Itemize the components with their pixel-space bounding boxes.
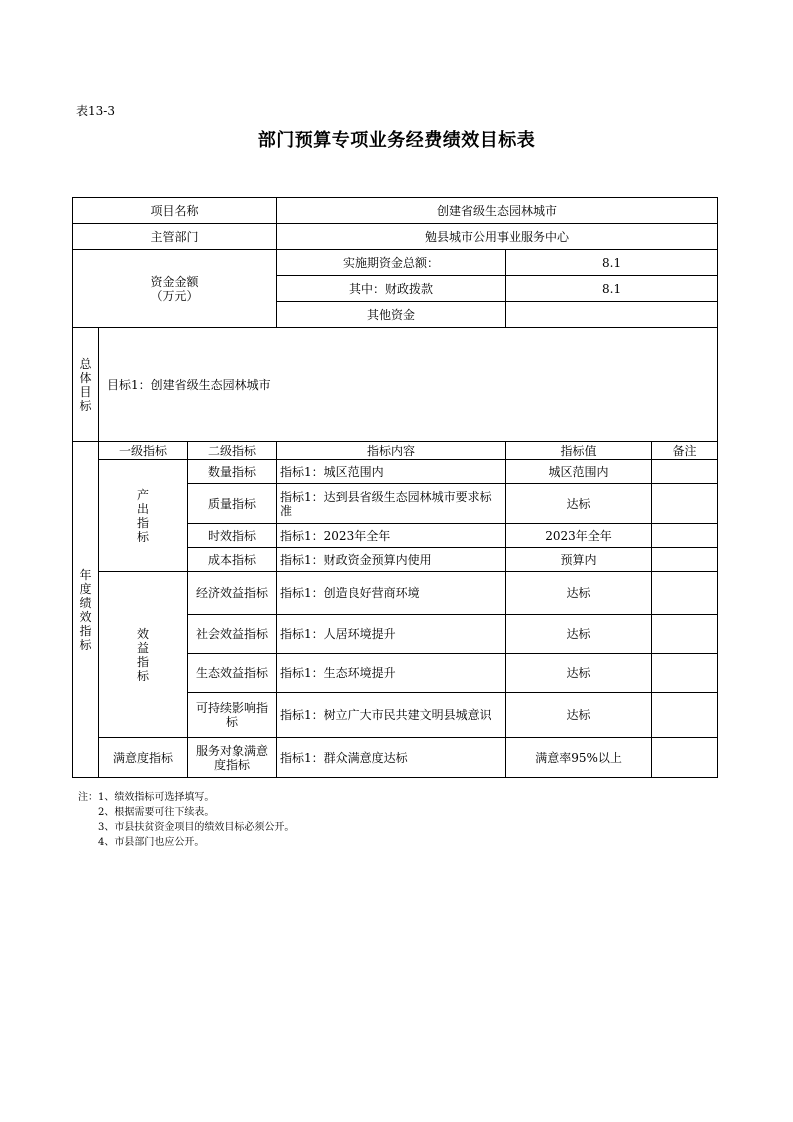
value-cell: 达标: [506, 572, 652, 615]
level2-cell: 服务对象满意度指标: [188, 738, 277, 778]
indicator-header-row: [73, 442, 718, 460]
project-name-value: 创建省级生态园林城市: [277, 198, 718, 224]
department-value: 勉县城市公用事业服务中心: [277, 224, 718, 250]
header-level2: 二级指标: [188, 442, 277, 460]
value-cell: 达标: [506, 615, 652, 654]
benefit-label-char: 效: [136, 626, 149, 641]
level2-cell: 可持续影响指标: [188, 693, 277, 738]
project-name-row: [73, 198, 718, 224]
footnote: 4、市县部门也应公开。: [98, 837, 205, 848]
remark-cell: [652, 615, 718, 654]
table-row: [73, 738, 718, 778]
remark-cell: [652, 738, 718, 778]
remark-cell: [652, 524, 718, 548]
header-content: 指标内容: [277, 442, 506, 460]
content-cell: 指标1：群众满意度达标: [277, 738, 506, 778]
value-cell: 达标: [506, 693, 652, 738]
remark-cell: [652, 654, 718, 693]
overall-goal-label-char: 目: [79, 384, 92, 399]
remark-cell: [652, 572, 718, 615]
overall-goal-row: [73, 328, 718, 442]
overall-goal-label-char: 体: [79, 370, 92, 385]
content-cell: 指标1：创造良好营商环境: [277, 572, 506, 615]
level2-cell: 质量指标: [188, 484, 277, 524]
footnote: 2、根据需要可往下续表。: [98, 807, 215, 818]
table-row: [73, 572, 718, 615]
content-cell: 指标1：城区范围内: [277, 460, 506, 484]
level2-cell: 时效指标: [188, 524, 277, 548]
header-level1: 一级指标: [99, 442, 188, 460]
annual-label-char: 度: [79, 581, 92, 596]
output-label-char: 指: [136, 515, 149, 530]
content-cell: 指标1：树立广大市民共建文明县城意识: [277, 693, 506, 738]
footnotes: [78, 790, 294, 850]
department-row: [73, 224, 718, 250]
header-value: 指标值: [506, 442, 652, 460]
content-cell: 指标1：人居环境提升: [277, 615, 506, 654]
output-label-char: 产: [136, 487, 149, 502]
remark-cell: [652, 693, 718, 738]
page-title: 部门预算专项业务经费绩效目标表: [257, 130, 536, 151]
benefit-label-char: 标: [136, 668, 149, 683]
annual-label-char: 效: [79, 609, 92, 624]
level2-cell: 成本指标: [188, 548, 277, 572]
output-label-char: 出: [136, 501, 149, 516]
footnote: 3、市县扶贫资金项目的绩效目标必须公开。: [98, 822, 295, 833]
value-cell: 2023年全年: [506, 524, 652, 548]
value-cell: 预算内: [506, 548, 652, 572]
other-fund-label: 其他资金: [277, 302, 506, 328]
content-cell: 指标1：2023年全年: [277, 524, 506, 548]
value-cell: 满意率95%以上: [506, 738, 652, 778]
satisfaction-level1: 满意度指标: [99, 738, 188, 778]
level2-cell: 社会效益指标: [188, 615, 277, 654]
annual-label-char: 指: [79, 623, 92, 638]
level2-cell: 生态效益指标: [188, 654, 277, 693]
benefit-label-char: 益: [136, 640, 149, 655]
overall-goal-label: [73, 328, 99, 442]
output-indicator-label: [99, 460, 188, 572]
value-cell: 达标: [506, 654, 652, 693]
total-fund-label: 实施期资金总额：: [277, 250, 506, 276]
content-cell: 指标1：财政资金预算内使用: [277, 548, 506, 572]
total-fund-value: 8.1: [506, 250, 718, 276]
table-number: 表13-3: [76, 104, 115, 118]
value-cell: 城区范围内: [506, 460, 652, 484]
output-label-char: 标: [136, 529, 149, 544]
header-remark: 备注: [652, 442, 718, 460]
project-name-label: 项目名称: [73, 198, 277, 224]
annual-label-char: 绩: [79, 595, 92, 610]
table-row: [73, 460, 718, 484]
performance-target-table: [72, 197, 718, 778]
annual-label-char: 年: [79, 567, 92, 582]
level2-cell: 经济效益指标: [188, 572, 277, 615]
department-label: 主管部门: [73, 224, 277, 250]
fiscal-fund-label: 其中：财政拨款: [277, 276, 506, 302]
fund-amount-label: [73, 250, 277, 328]
overall-goal-label-char: 标: [79, 398, 92, 413]
value-cell: 达标: [506, 484, 652, 524]
fund-amount-title: 资金金额: [150, 274, 199, 289]
content-cell: 指标1：生态环境提升: [277, 654, 506, 693]
other-fund-value: [506, 302, 718, 328]
footnote: 注：1、绩效指标可选择填写。: [78, 792, 215, 803]
overall-goal-text: 目标1：创建省级生态园林城市: [99, 328, 718, 442]
remark-cell: [652, 548, 718, 572]
remark-cell: [652, 484, 718, 524]
annual-indicator-label: [73, 442, 99, 778]
fund-total-row: [73, 250, 718, 276]
remark-cell: [652, 460, 718, 484]
content-cell: 指标1：达到县省级生态园林城市要求标准: [277, 484, 506, 524]
fund-amount-unit: （万元）: [150, 288, 199, 303]
annual-label-char: 标: [79, 637, 92, 652]
benefit-label-char: 指: [136, 654, 149, 669]
fiscal-fund-value: 8.1: [506, 276, 718, 302]
overall-goal-label-char: 总: [79, 356, 92, 371]
level2-cell: 数量指标: [188, 460, 277, 484]
benefit-indicator-label: [99, 572, 188, 738]
